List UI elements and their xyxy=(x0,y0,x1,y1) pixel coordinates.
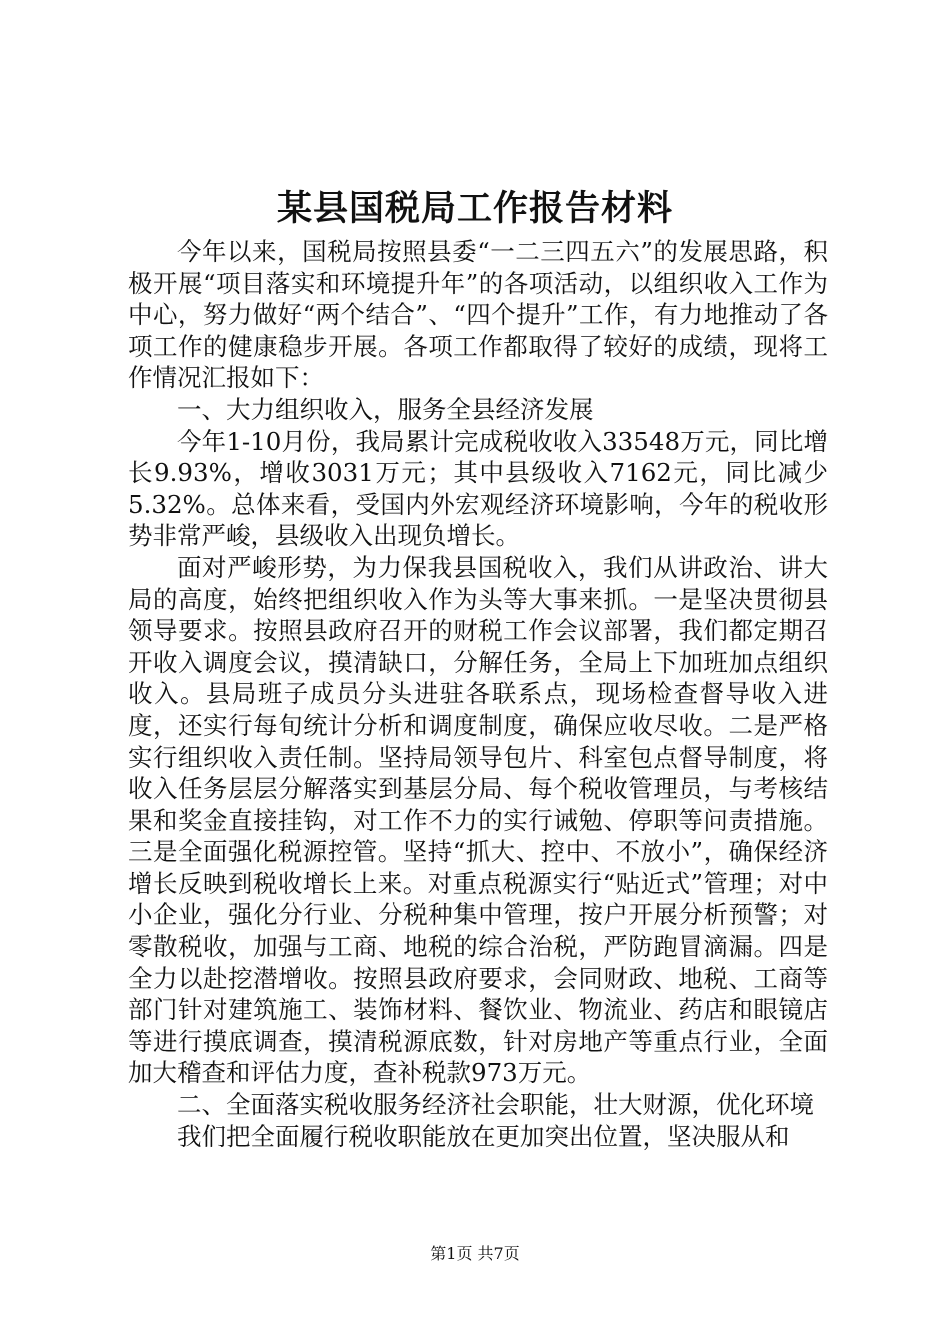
section-heading-2: 二、全面落实税收服务经济社会职能，壮大财源，优化环境 xyxy=(177,1090,814,1120)
paragraph-continuation: 我们把全面履行税收职能放在更加突出位置，坚决服从和 xyxy=(177,1121,790,1151)
paragraph-measures: 面对严峻形势，为力保我县国税收入，我们从讲政治、讲大局的高度，始终把组织收入作为头等大事来抓。一是坚决贯彻县领导要求。按照县政府召开的财税工作会议部署，我们都定期召开收入调度会议，摸清缺口，分解任务，全局上下加班加点组织收入。县局班子成员分头进驻各联系点，现场检查督导收入进度，还实行每旬统计分析和调度制度，确保应收尽收。二是严格实行组织收入责任制。坚持局领导包片、科室包点督导制度，将收入任务层层分解落实到基层分局、每个税收管理员，与考核结果和奖金直接挂钩，对工作不力的实行诫勉、停职等问责措施。三是全面强化税源控管。坚持“抓大、控中、不放小”，确保经济增长反映到税收增长上来。对重点税源实行“贴近式”管理；对中小企业，强化分行业、分税种集中管理，按户开展分析预警；对零散税收，加强与工商、地税的综合治税，严防跑冒滴漏。四是全力以赴挖潜增收。按照县政府要求，会同财政、地税、工商等部门针对建筑施工、装饰材料、餐饮业、物流业、药店和眼镜店等进行摸底调查，摸清税源底数，针对房地产等重点行业，全面加大稽查和评估力度，查补税款973万元。 xyxy=(128,552,828,1088)
paragraph-revenue-stats: 今年1-10月份，我局累计完成税收收入33548万元，同比增长9.93%，增收3031万元；其中县级收入7162元，同比减少5.32%。总体来看，受国内外宏观经济环境影响，今年的税收形势非常严峻，县级收入出现负增长。 xyxy=(128,426,828,551)
page-number-footer: 第1页 共7页 xyxy=(430,1244,520,1263)
document-title: 某县国税局工作报告材料 xyxy=(276,188,673,229)
paragraph-intro: 今年以来，国税局按照县委“一二三四五六”的发展思路，积极开展“项目落实和环境提升年”的各项活动，以组织收入工作为中心，努力做好“两个结合”、“四个提升”工作，有力地推动了各项工作的健康稳步开展。各项工作都取得了较好的成绩，现将工作情况汇报如下： xyxy=(128,237,828,393)
section-heading-1: 一、大力组织收入，服务全县经济发展 xyxy=(177,394,594,424)
document-body xyxy=(128,236,828,1152)
